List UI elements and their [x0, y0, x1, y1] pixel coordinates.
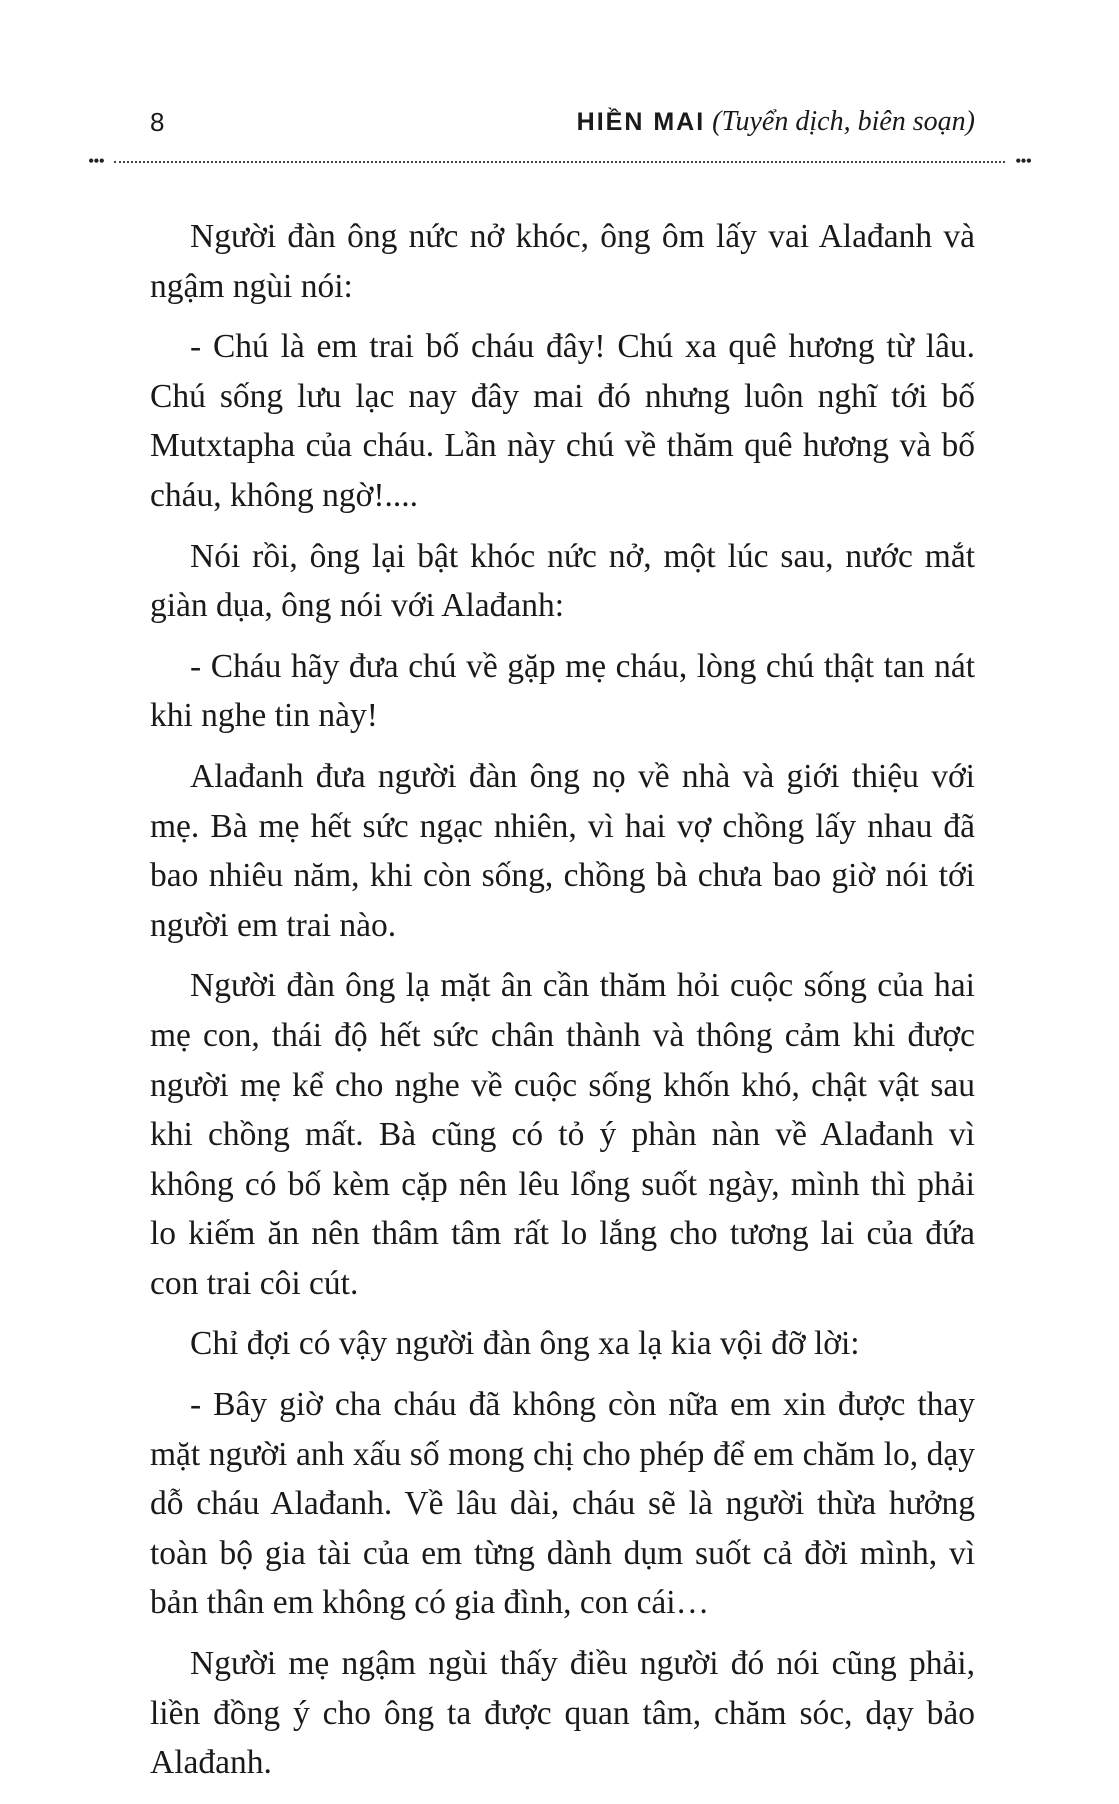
header-divider	[88, 151, 1031, 171]
paragraph: Người mẹ ngậm ngùi thấy điều người đó nói cũng phải, liền đồng ý cho ông ta được quan tâm, chăm sóc, dạy bảo Alađanh.	[150, 1645, 975, 1782]
author-name: HIỀN MAI	[576, 108, 706, 136]
running-header	[150, 104, 975, 148]
divider-left-dots: •••	[88, 151, 104, 171]
paragraph: Nói rồi, ông lại bật khóc nức nở, một lúc sau, nước mắt giàn dụa, ông nói với Alađanh:	[150, 537, 975, 625]
running-head	[577, 104, 975, 140]
paragraph: - Chú là em trai bố cháu đây! Chú xa quê hương từ lâu. Chú sống lưu lạc nay đây mai đó nhưng luôn nghĩ tới bố Mutxtapha của cháu. Lần này chú về thăm quê hương và bố cháu, không ngờ!....	[150, 328, 975, 514]
paragraph: - Bây giờ cha cháu đã không còn nữa em xin được thay mặt người anh xấu số mong chị cho phép để em chăm lo, dạy dỗ cháu Alađanh. Về lâu dài, cháu sẽ là người thừa hưởng toàn bộ gia tài của em từng dành dụm suốt cả đời mình, vì bản thân em không có gia đình, con cái…	[150, 1386, 975, 1622]
paragraph: Người đàn ông lạ mặt ân cần thăm hỏi cuộc sống của hai mẹ con, thái độ hết sức chân thành và thông cảm khi được người mẹ kể cho nghe về cuộc sống khốn khó, chật vật sau khi chồng mất. Bà cũng có tỏ ý phàn nàn về Alađanh vì không có bố kèm cặp nên lêu lổng suốt ngày, mình thì phải lo kiếm ăn nên thâm tâm rất lo lắng cho tương lai của đứa con trai côi cút.	[150, 967, 975, 1302]
paragraph: Người đàn ông nức nở khóc, ông ôm lấy vai Alađanh và ngậm ngùi nói:	[150, 218, 975, 305]
page-body	[150, 212, 975, 1799]
divider-dotted-line	[114, 161, 1005, 163]
author-role: (Tuyển dịch, biên soạn)	[712, 106, 975, 137]
paragraph: Chỉ đợi có vậy người đàn ông xa lạ kia vội đỡ lời:	[190, 1325, 860, 1363]
paragraph: Alađanh đưa người đàn ông nọ về nhà và giới thiệu với mẹ. Bà mẹ hết sức ngạc nhiên, vì hai vợ chồng lấy nhau đã bao nhiêu năm, khi còn sống, chồng bà chưa bao giờ nói tới người em trai nào.	[150, 757, 975, 944]
paragraph: - Cháu hãy đưa chú về gặp mẹ cháu, lòng chú thật tan nát khi nghe tin này!	[150, 647, 975, 735]
page-number: 8	[150, 107, 165, 137]
divider-right-dots: •••	[1015, 151, 1031, 171]
